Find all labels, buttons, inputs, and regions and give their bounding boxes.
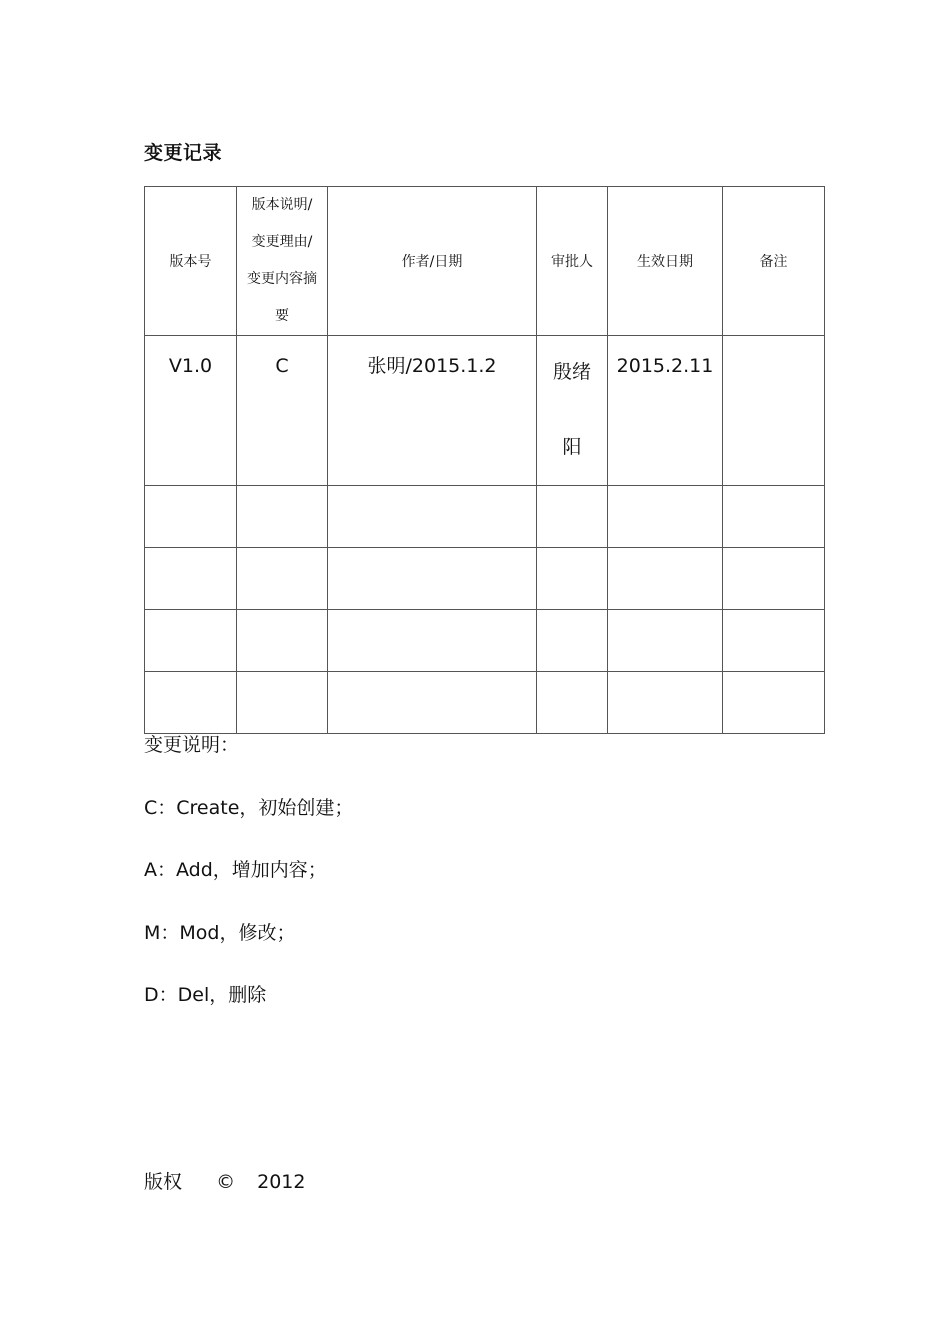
- copyright-symbol: ©: [216, 1171, 236, 1193]
- table-row-empty: [145, 610, 825, 672]
- empty-cell: [537, 672, 608, 734]
- cell-author-date: [328, 336, 537, 486]
- copyright-label: 版权: [144, 1171, 183, 1193]
- empty-cell: [723, 486, 825, 548]
- note-item: C：Create，初始创建；: [144, 796, 354, 819]
- table-row-empty: [145, 486, 825, 548]
- empty-cell: [723, 548, 825, 610]
- header-description-line: 要: [275, 308, 289, 324]
- header-remarks: 备注: [723, 187, 825, 336]
- cell-author-date-text: 张明/2015.1.2: [367, 355, 497, 377]
- empty-cell: [537, 548, 608, 610]
- empty-cell: [608, 486, 723, 548]
- header-effective-date: 生效日期: [608, 187, 723, 336]
- table-row-empty: [145, 672, 825, 734]
- header-approver: 审批人: [537, 187, 608, 336]
- table-header-row: [145, 187, 825, 336]
- table-row: [145, 336, 825, 486]
- cell-version-text: V1.0: [168, 355, 213, 377]
- note-item: M：Mod，修改；: [144, 921, 296, 944]
- cell-version: [145, 336, 237, 486]
- empty-cell: [145, 486, 237, 548]
- header-description: [237, 187, 328, 336]
- empty-cell: [723, 672, 825, 734]
- empty-cell: [145, 548, 237, 610]
- header-description-line: 变更内容摘: [247, 271, 317, 287]
- cell-remarks-text: [723, 336, 824, 348]
- empty-cell: [328, 548, 537, 610]
- change-notes: [144, 731, 353, 1044]
- note-item: D：Del，删除: [144, 984, 267, 1006]
- cell-effective-date: [608, 336, 723, 486]
- empty-cell: [145, 672, 237, 734]
- cell-change-type-text: C: [275, 355, 289, 377]
- cell-approver: [537, 336, 608, 486]
- copyright-line: [144, 1167, 305, 1194]
- empty-cell: [537, 610, 608, 672]
- empty-cell: [608, 548, 723, 610]
- copyright-year: 2012: [257, 1171, 306, 1193]
- empty-cell: [723, 610, 825, 672]
- empty-cell: [237, 548, 328, 610]
- page-title: 变更记录: [144, 142, 223, 164]
- header-author-date: 作者/日期: [328, 187, 537, 336]
- header-description-line: 变更理由/: [251, 234, 313, 250]
- empty-cell: [237, 486, 328, 548]
- cell-effective-date-text: 2015.2.11: [616, 355, 714, 377]
- table-row-empty: [145, 548, 825, 610]
- header-description-line: 版本说明/: [251, 197, 313, 213]
- empty-cell: [145, 610, 237, 672]
- cell-remarks: [723, 336, 825, 486]
- empty-cell: [537, 486, 608, 548]
- empty-cell: [328, 486, 537, 548]
- cell-change-type: [237, 336, 328, 486]
- empty-cell: [328, 610, 537, 672]
- note-item: A：Add，增加内容；: [144, 859, 327, 881]
- empty-cell: [237, 610, 328, 672]
- empty-cell: [608, 672, 723, 734]
- empty-cell: [237, 672, 328, 734]
- notes-heading: 变更说明：: [144, 734, 240, 756]
- empty-cell: [608, 610, 723, 672]
- cell-approver-text: 殷绪阳: [552, 361, 591, 458]
- empty-cell: [328, 672, 537, 734]
- header-version: 版本号: [145, 187, 237, 336]
- change-log-table: [144, 186, 825, 734]
